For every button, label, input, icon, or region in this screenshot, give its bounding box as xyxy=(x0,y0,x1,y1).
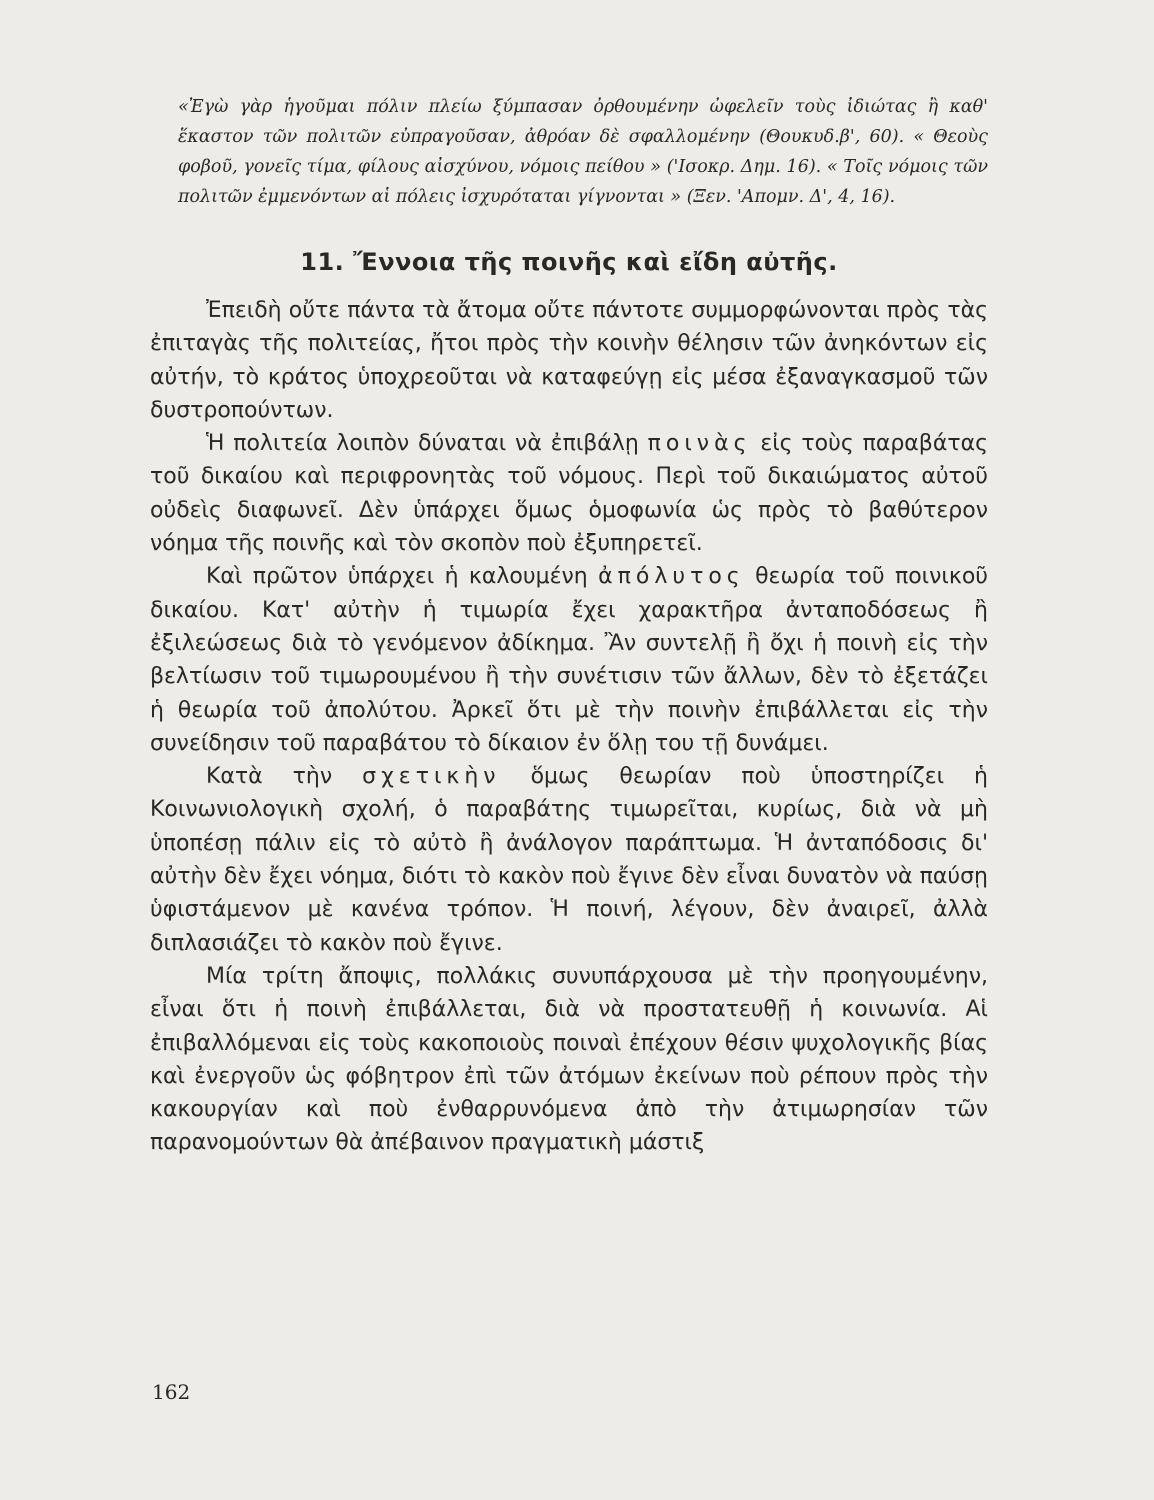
paragraph-3 xyxy=(150,560,988,760)
emphasis-schetikin: σχετικὴν xyxy=(362,764,501,790)
paragraph-4 xyxy=(150,760,988,960)
emphasis-apolytos: ἀπόλυτος xyxy=(598,564,745,590)
page-content xyxy=(150,92,988,1160)
paragraph-2 xyxy=(150,427,988,560)
emphasis-poinas: ποινὰς xyxy=(647,431,752,457)
paragraph-1: Ἐπειδὴ οὔτε πάντα τὰ ἄτομα οὔτε πάντοτε συμμορφώνονται πρὸς τὰς ἐπιταγὰς τῆς πολιτείας, ἤτοι πρὸς τὴν κοινὴν θέλησιν τῶν ἀνηκόντων εἰς αὐτήν, τὸ κράτος ὑποχρεοῦται νὰ καταφεύγῃ εἰς μέσα ἐξαναγκασμοῦ τῶν δυστροπούντων. xyxy=(150,298,988,423)
section-heading: 11. Ἔννοια τῆς ποινῆς καὶ εἴδη αὐτῆς. xyxy=(300,248,838,276)
page-number: 162 xyxy=(152,1380,191,1404)
paragraph-5: Μία τρίτη ἄποψις, πολλάκις συνυπάρχουσα μὲ τὴν προηγουμένην, εἶναι ὅτι ἡ ποινὴ ἐπιβάλλεται, διὰ νὰ προστατευθῇ ἡ κοινωνία. Αἱ ἐπιβαλλόμεναι εἰς τοὺς κακοποιοὺς ποιναὶ ἐπέχουν θέσιν ψυχολογικῆς βίας καὶ ἐνεργοῦν ὡς φόβητρον ἐπὶ τῶν ἀτόμων ἐκείνων ποὺ ρέπουν πρὸς τὴν κακουργίαν καὶ ποὺ ἐνθαρρυνόμενα ἀπὸ τὴν ἀτιμωρησίαν τῶν παρανομούντων θὰ ἀπέβαινον πραγματικὴ μάστιξ xyxy=(150,963,988,1156)
opening-quotation: «Ἐγὼ γὰρ ἡγοῦμαι πόλιν πλείω ξύμπασαν ὀρθουμένην ὠφελεῖν τοὺς ἰδιώτας ἢ καθ' ἕκαστον τῶν πολιτῶν εὐπραγοῦσαν, ἀθρόαν δὲ σφαλλομένην (Θουκυδ.β', 60). « Θεοὺς φοβοῦ, γονεῖς τίμα, φίλους αἰσχύνου, νόμοις πείθου » ('Ισοκρ. Δημ. 16). « Τοῖς νόμοις τῶν πολιτῶν ἐμμενόντων αἱ πόλεις ἰσχυρόταται γίγνονται » (Ξεν. 'Απομν. Δ', 4, 16). xyxy=(178,97,988,207)
paragraph-2-start: Ἡ πολιτεία λοιπὸν δύναται νὰ ἐπιβάλῃ xyxy=(206,431,639,457)
paragraph-3-start: Καὶ πρῶτον ὑπάρχει ἡ καλουμένη xyxy=(206,564,588,590)
paragraph-3-rest: θεωρία τοῦ ποινικοῦ δικαίου. Κατ' αὐτὴν ἡ τιμωρία ἔχει χαρακτῆρα ἀνταποδόσεως ἢ ἐξιλεώσεως διὰ τὸ γενόμενον ἀδίκημα. Ἂν συντελῇ ἢ ὄχι ἡ ποινὴ εἰς τὴν βελτίωσιν τοῦ τιμωρουμένου ἢ τὴν συνέτισιν τῶν ἄλλων, δὲν τὸ ἐξετάζει ἡ θεωρία τοῦ ἀπολύτου. Ἀρκεῖ ὅτι μὲ τὴν ποινὴν ἐπιβάλλεται εἰς τὴν συνείδησιν τοῦ παραβάτου τὸ δίκαιον ἐν ὅλῃ του τῇ δυνάμει. xyxy=(150,564,989,756)
paragraph-4-rest: ὅμως θεωρίαν ποὺ ὑποστηρίζει ἡ Κοινωνιολογικὴ σχολή, ὁ παραβάτης τιμωρεῖται, κυρίως, διὰ νὰ μὴ ὑποπέσῃ πάλιν εἰς τὸ αὐτὸ ἢ ἀνάλογον παράπτωμα. Ἡ ἀνταπόδοσις δι' αὐτὴν δὲν ἔχει νόημα, διότι τὸ κακὸν ποὺ ἔγινε δὲν εἶναι δυνατὸν νὰ παύσῃ ὑφιστάμενον μὲ κανένα τρόπον. Ἡ ποινή, λέγουν, δὲν ἀναιρεῖ, ἀλλὰ διπλασιάζει τὸ κακὸν ποὺ ἔγινε. xyxy=(150,764,988,956)
paragraph-2-rest: εἰς τοὺς παραβάτας τοῦ δικαίου καὶ περιφρονητὰς τοῦ νόμους. Περὶ τοῦ δικαιώματος αὐτοῦ οὐδεὶς διαφωνεῖ. Δὲν ὑπάρχει ὅμως ὁμοφωνία ὡς πρὸς τὸ βαθύτερον νόημα τῆς ποινῆς καὶ τὸν σκοπὸν ποὺ ἐξυπηρετεῖ. xyxy=(150,431,989,557)
paragraph-4-start: Κατὰ τὴν xyxy=(206,764,333,790)
body-text xyxy=(150,294,988,1160)
